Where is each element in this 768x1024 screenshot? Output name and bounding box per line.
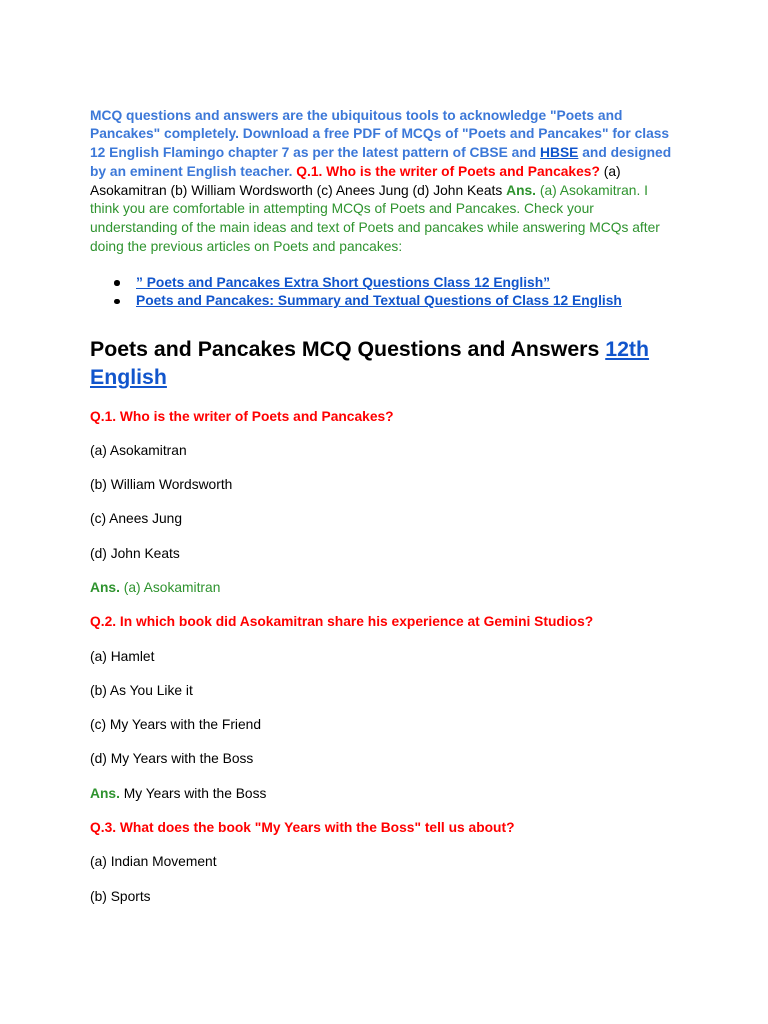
- intro-paragraph: [90, 107, 676, 257]
- intro-question: Q.1. Who is the writer of Poets and Pancakes?: [296, 163, 600, 179]
- q1-option-a: (a) Asokamitran: [90, 442, 187, 458]
- intro-text-continued: and designed by an eminent English teacher.: [90, 145, 672, 179]
- list-item: [136, 274, 676, 293]
- bullet-icon: [114, 280, 120, 286]
- question-3: Q.3. What does the book "My Years with the Boss" tell us about?: [90, 819, 515, 835]
- extra-short-questions-link[interactable]: ” Poets and Pancakes Extra Short Questions Class 12 English”: [136, 274, 551, 290]
- q2-answer: [90, 785, 676, 804]
- q2-option-b: (b) As You Like it: [90, 682, 193, 698]
- page-heading: [90, 335, 676, 391]
- q2-option-d: (d) My Years with the Boss: [90, 751, 254, 767]
- q2-option-a: (a) Hamlet: [90, 648, 155, 664]
- mcq-list: [90, 408, 676, 922]
- q2-answer-text: My Years with the Boss: [123, 785, 267, 801]
- list-item: [136, 292, 676, 311]
- intro-answer-label: Ans.: [506, 182, 537, 198]
- intro-answer-text: (a) Asokamitran. I think you are comfortable in attempting MCQs of Poets and Pancakes. Check your understanding of the main ideas and text of Poets and pancakes while answering MCQs after doing the previous articles on Poets and pancakes:: [90, 182, 660, 255]
- q1-option-b: (b) William Wordsworth: [90, 477, 233, 493]
- q1-option-d: (d) John Keats: [90, 545, 180, 561]
- intro-text: MCQ questions and answers are the ubiquitous tools to acknowledge "Poets and Pancakes" completely. Download a free PDF of MCQs of "Poets and Pancakes" for class 12 English Flamingo chapter 7 as per the latest pattern of CBSE and: [90, 107, 670, 161]
- q2-option-c: (c) My Years with the Friend: [90, 717, 261, 733]
- q1-answer-label: Ans.: [90, 580, 120, 595]
- summary-textual-questions-link[interactable]: Poets and Pancakes: Summary and Textual Questions of Class 12 English: [136, 293, 622, 309]
- question-2: Q.2. In which book did Asokamitran share his experience at Gemini Studios?: [90, 614, 594, 630]
- heading-title: Poets and Pancakes MCQ Questions and Answers: [90, 337, 600, 361]
- question-1: Q.1. Who is the writer of Poets and Pancakes?: [90, 408, 394, 424]
- q1-answer: [90, 579, 676, 598]
- q1-answer-text: (a) Asokamitran: [123, 580, 221, 595]
- intro-options: (a) Asokamitran (b) William Wordsworth (c) Anees Jung (d) John Keats: [90, 163, 621, 198]
- q1-option-c: (c) Anees Jung: [90, 511, 183, 527]
- hbse-link[interactable]: HBSE: [540, 145, 579, 161]
- bullet-icon: [114, 299, 120, 305]
- heading-link-12th-english[interactable]: 12th English: [90, 337, 650, 389]
- q3-option-b: (b) Sports: [90, 888, 151, 904]
- q3-option-a: (a) Indian Movement: [90, 854, 217, 870]
- q2-answer-label: Ans.: [90, 785, 120, 801]
- related-links-list: [136, 274, 676, 311]
